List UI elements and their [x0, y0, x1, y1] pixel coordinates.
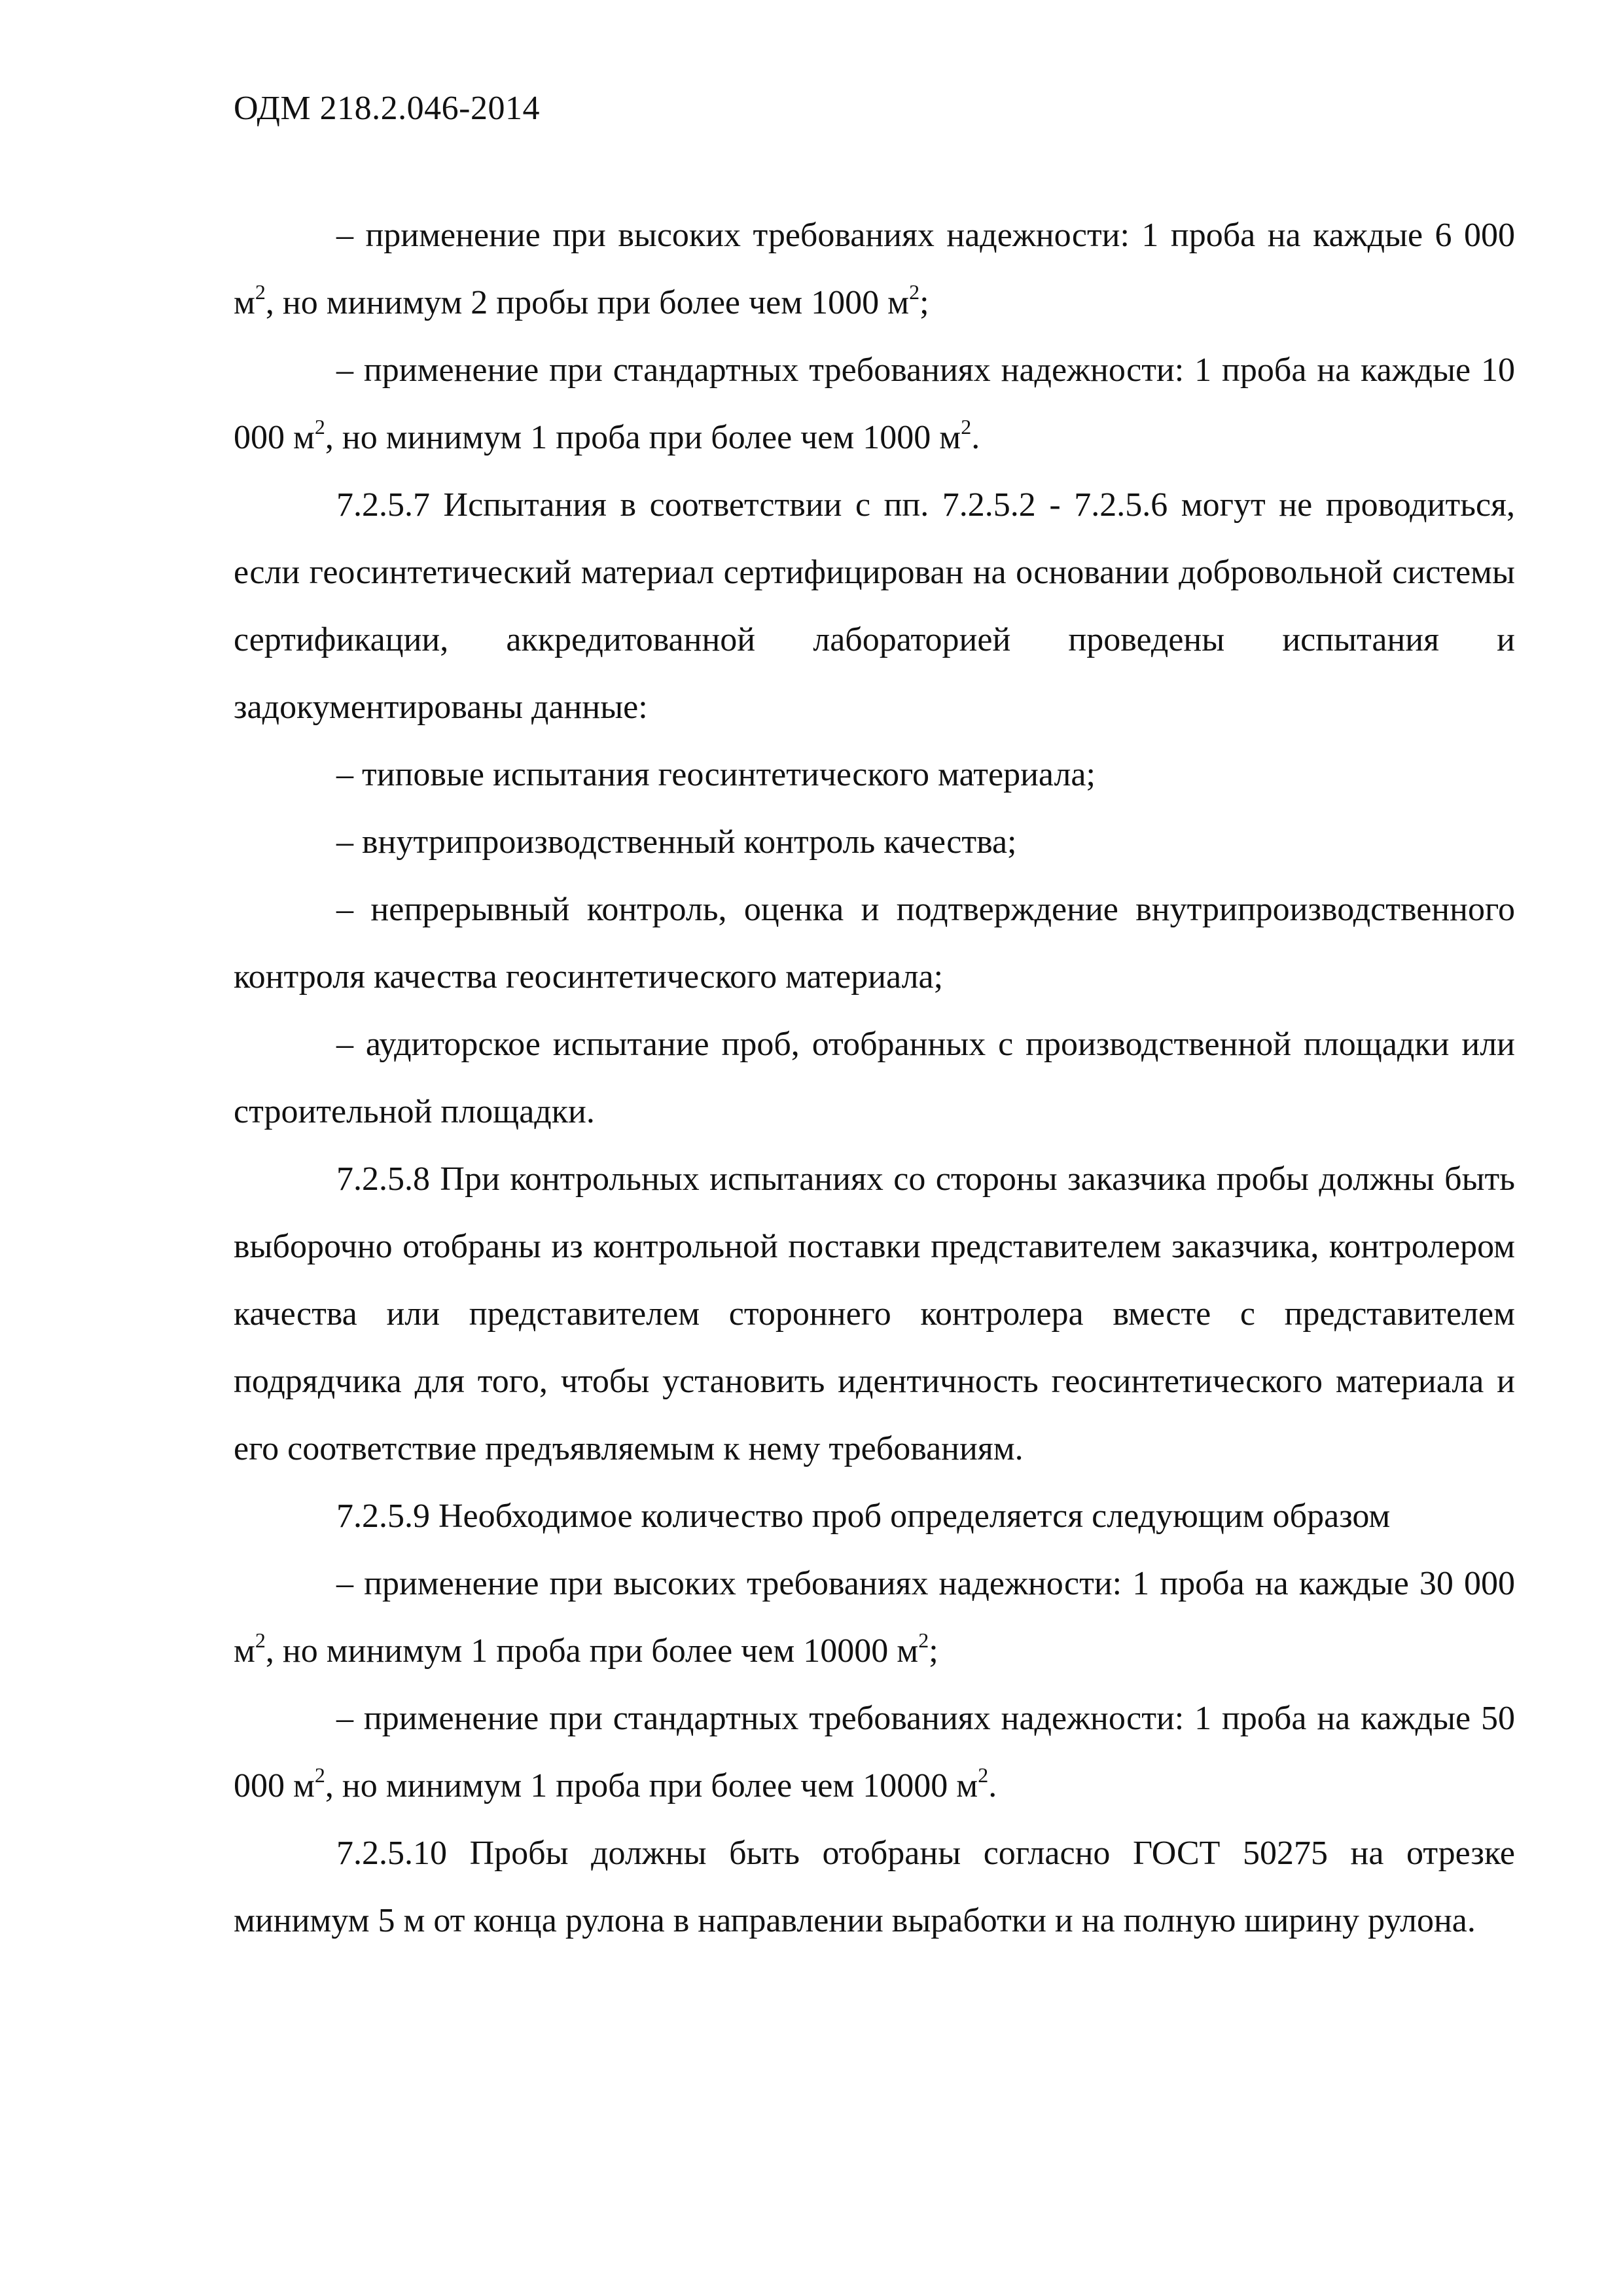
list-item-text: применение при высоких требованиях надежности: 1 проба на каждые 6 000 м [234, 217, 1515, 321]
paragraph-7-2-5-10: 7.2.5.10 Пробы должны быть отобраны согласно ГОСТ 50275 на отрезке минимум 5 м от конца рулона в направлении выработки и на полную ширину рулона. [234, 1835, 1515, 1939]
superscript: 2 [918, 1628, 929, 1652]
list-dash: – [336, 1700, 353, 1737]
list-dash: – [336, 351, 353, 389]
list-item-text: , но минимум 1 проба при более чем 10000 м [265, 1632, 919, 1670]
list-dash: – [336, 891, 353, 928]
list-item-text: непрерывный контроль, оценка и подтверждение внутрипроизводственного контроля качества геосинтетического материала; [234, 891, 1515, 996]
list-item-text: аудиторское испытание проб, отобранных с производственной площадки или строительной площадки. [234, 1026, 1515, 1130]
list-item-text: , но минимум 1 проба при более чем 10000 м [325, 1767, 978, 1804]
list-item-standard-reliability-50000 [234, 1685, 1515, 1820]
list-item-standard-reliability-10000 [234, 336, 1515, 471]
paragraph-7-2-5-7: 7.2.5.7 Испытания в соответствии с пп. 7.2.5.2 - 7.2.5.6 могут не проводиться, если геосинтетический материал сертифицирован на основании добровольной системы сертификации, аккредитованной лабораторией проведены испытания и задокументированы данные: [234, 486, 1515, 726]
paragraph-7-2-5-8: 7.2.5.8 При контрольных испытаниях со стороны заказчика пробы должны быть выборочно отобраны из контрольной поставки представителем заказчика, контролером качества или представителем стороннего контролера вместе с представителем подрядчика для того, чтобы установить идентичность геосинтетического материала и его соответствие предъявляемым к нему требованиям. [234, 1160, 1515, 1467]
list-item-text: типовые испытания геосинтетического материала; [362, 756, 1096, 793]
list-item-internal-control [234, 808, 1515, 876]
document-code-header: ОДМ 218.2.046-2014 [234, 90, 540, 127]
superscript: 2 [961, 415, 972, 439]
superscript: 2 [314, 415, 325, 439]
list-item-text: , но минимум 1 проба при более чем 1000 м [325, 419, 961, 456]
list-item-text: . [971, 419, 980, 456]
list-item-text: . [988, 1767, 997, 1804]
list-dash: – [336, 1565, 353, 1602]
list-item-text: , но минимум 2 пробы при более чем 1000 м [265, 284, 910, 321]
list-item-text: применение при стандартных требованиях надежности: 1 проба на каждые 50 000 м [234, 1700, 1516, 1804]
list-dash: – [336, 1026, 353, 1063]
list-dash: – [336, 756, 353, 793]
list-item-text: внутрипроизводственный контроль качества; [362, 823, 1017, 861]
list-item-high-reliability-30000 [234, 1550, 1515, 1685]
superscript: 2 [314, 1763, 325, 1787]
list-item-audit-test [234, 1011, 1515, 1145]
list-item-text: ; [929, 1632, 938, 1670]
list-item-text: ; [919, 284, 929, 321]
list-item-type-tests [234, 741, 1515, 808]
superscript: 2 [909, 280, 920, 304]
document-body [234, 202, 1515, 1954]
list-item-text: применение при стандартных требованиях надежности: 1 проба на каждые 10 000 м [234, 351, 1516, 456]
list-dash: – [336, 217, 353, 254]
list-dash: – [336, 823, 353, 861]
superscript: 2 [978, 1763, 989, 1787]
superscript: 2 [255, 1628, 266, 1652]
paragraph-7-2-5-9: 7.2.5.9 Необходимое количество проб определяется следующим образом [336, 1498, 1391, 1535]
list-item-continuous-control [234, 876, 1515, 1011]
superscript: 2 [255, 280, 266, 304]
list-item-high-reliability-6000 [234, 202, 1515, 336]
list-item-text: применение при высоких требованиях надежности: 1 проба на каждые 30 000 м [234, 1565, 1515, 1670]
